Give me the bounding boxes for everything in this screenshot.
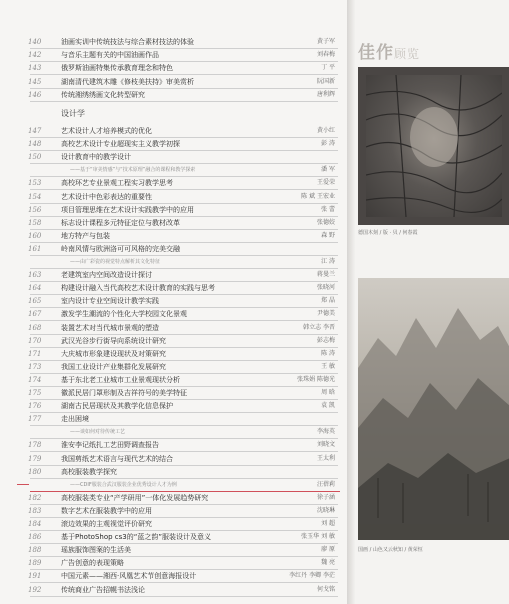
toc-page-number: 164 (28, 284, 42, 293)
toc-entry (0, 177, 347, 189)
toc-entry (0, 453, 347, 465)
toc-entry-author: 徐子涵 (316, 493, 335, 501)
toc-entry (0, 308, 347, 320)
toc-entry-title: 老建筑室内空间改造设计探讨 (61, 271, 152, 280)
toc-entry-title: 淮安李记纸扎工艺田野调查报告 (61, 441, 159, 450)
toc-entry (0, 36, 347, 48)
toc-page-number: 174 (28, 375, 42, 384)
toc-entry-title: 徽派民居门罩形制及吉祥符号的美学特征 (61, 389, 187, 397)
toc-page-number: 143 (28, 64, 42, 73)
artwork-landscape-painting (358, 278, 509, 540)
toc-entry-author: 王爱荣 (316, 179, 335, 187)
toc-entry-author: 刘春梅 (316, 51, 335, 59)
toc-entry-title: 与音乐主题有关的中国油画作品 (61, 51, 159, 60)
toc-entry (0, 387, 347, 399)
toc-entry-author: 李红丹 李卿 李茫 (289, 572, 335, 580)
toc-entry-title: 室内设计专业空间设计教学实践 (61, 297, 159, 306)
toc-page-number: 168 (28, 323, 42, 332)
toc-entry-author: 汪蓓莉 (316, 480, 335, 488)
toc-entry-title: 构建设计融入当代高校艺术设计教育的实践与思考 (61, 284, 215, 293)
toc-entry (0, 466, 347, 478)
toc-entry-author: 刘 超 (321, 520, 335, 527)
toc-entry (0, 282, 347, 294)
toc-entry-title: 激发学生潮流的个性化大学校园文化景观 (61, 310, 187, 319)
toc-entry (0, 89, 347, 101)
toc-entry-author: 丁 平 (321, 64, 335, 72)
toc-divider (30, 596, 338, 597)
toc-entry (0, 125, 347, 137)
toc-entry-author: 沈晓琳 (316, 506, 335, 514)
toc-entry-author: 郑 晶 (321, 297, 335, 305)
toc-page-number: 177 (28, 415, 42, 424)
toc-entry-title: 高校服装类专业“产学研用”一体化发展趋势研究 (61, 493, 209, 502)
toc-entry-title: ——由广彩瓷的视觉特点解析其文化特征 (70, 259, 161, 265)
toc-entry-author: 黄子军 (316, 38, 335, 45)
toc-entry-author: 蒋曼兰 (316, 271, 335, 279)
section-heading-design: 设计学 (61, 109, 85, 118)
book-spine (347, 0, 355, 604)
toc-page-number: 184 (28, 520, 42, 528)
toc-page-number: 170 (28, 336, 42, 345)
toc-page-number: 176 (28, 402, 42, 411)
toc-entry-author: 唐利辉 (316, 90, 335, 98)
toc-entry-author: 彭志梅 (316, 336, 335, 344)
toc-entry-author: 韩立志 李晋 (303, 323, 335, 331)
toc-entry-author: 张珠娟 陈德光 (297, 375, 335, 383)
toc-entry-title: 高校艺术设计专业超现实主义教学初探 (61, 140, 180, 149)
toc-entry (0, 544, 347, 556)
toc-page-number: 160 (28, 231, 42, 240)
toc-entry-title: 滚边效果的主观视觉评价研究 (61, 520, 152, 528)
toc-entry (0, 230, 347, 242)
red-pen-mark (17, 484, 29, 485)
toc-entry (0, 557, 347, 569)
toc-page-number: 188 (28, 546, 42, 555)
toc-entry-author: 王太利 (316, 454, 335, 462)
toc-page-number: 148 (28, 140, 42, 149)
toc-entry-author: 周 晗 (321, 389, 335, 396)
toc-page-number: 154 (28, 192, 42, 201)
toc-entry-title: 走出困境 (61, 415, 89, 424)
red-underline (30, 491, 340, 492)
toc-page-number: 140 (28, 38, 42, 46)
toc-entry-title: ——CDIF服装合武汉服装企业优秀设计人才为例 (70, 481, 177, 488)
toc-entry (0, 479, 347, 491)
toc-entry (0, 531, 347, 543)
toc-entry (0, 361, 347, 373)
toc-entry-title: 项目管理思维在艺术设计实践教学中的应用 (61, 205, 194, 214)
toc-page-number: 158 (28, 218, 42, 227)
toc-entry (0, 439, 347, 451)
woodcut-texture-icon (366, 75, 502, 217)
toc-page-number: 167 (28, 310, 42, 319)
toc-entry (0, 191, 347, 203)
toc-entry (0, 243, 347, 255)
toc-entry-title: 武汉光谷步行街导向系统设计研究 (61, 336, 166, 345)
toc-entry-title: 瑶族服饰图案的生活美 (61, 546, 131, 555)
toc-entry-author: 森 野 (321, 231, 335, 239)
toc-page-number: 191 (28, 572, 42, 581)
toc-entry-title: 湖南清代建筑木雕《修枝美扶持》审美赏析 (61, 77, 194, 86)
toc-entry (0, 413, 347, 425)
toc-page-number: 163 (28, 271, 42, 280)
gallery-title-light: 顾览 (394, 47, 421, 61)
toc-entry (0, 151, 347, 163)
toc-entry (0, 400, 347, 412)
toc-entry-author: 黄小红 (316, 127, 335, 134)
toc-entry-author: 张德姣 (316, 218, 335, 226)
toc-entry-title: 基于东北老工业城市工业景观现状分析 (61, 375, 180, 384)
toc-page-number: 189 (28, 559, 42, 568)
gallery-title (358, 38, 420, 63)
toc-entry-title: 数字艺术在服装教学中的应用 (61, 506, 152, 515)
toc-entry-author: 李海英 (316, 428, 335, 436)
toc-entry-title: 基于PhotoShop cs3的“蓝之韵”服装设计及意义 (61, 533, 212, 542)
toc-page-number: 146 (28, 90, 42, 99)
toc-entry (0, 204, 347, 216)
toc-page-number: 175 (28, 389, 42, 397)
toc-page-number: 173 (28, 362, 42, 371)
toc-entry-title: ——基于“审美情感”与“技术原理”融合的课程和教学探索 (70, 167, 196, 174)
toc-entry (0, 138, 347, 150)
toc-entry-title: 地方特产与包装 (61, 231, 110, 240)
toc-entry-title: ——谈如何对待传统工艺 (70, 429, 126, 436)
toc-entry-author: 刘晓文 (316, 441, 335, 449)
toc-entry-author: 陈 涛 (321, 349, 335, 357)
toc-entry-author: 王 敏 (321, 362, 335, 370)
toc-page-number: 142 (28, 51, 42, 60)
toc-entry-title: 大庆城市形象建设现状及对策研究 (61, 349, 166, 358)
toc-entry (0, 335, 347, 347)
toc-entry-title: 岭南风情与欧洲洛可可风格的完美交融 (61, 244, 180, 253)
toc-entry-title: 艺术设计中色彩表达的重要性 (61, 192, 152, 201)
toc-entry-title: 广告创意的表现策略 (61, 559, 124, 568)
toc-page-number: 165 (28, 297, 42, 306)
toc-entry (0, 269, 347, 281)
toc-page-number: 161 (28, 244, 42, 253)
toc-entry-author: 陈 斌 王宏业 (301, 192, 335, 200)
toc-entry-title: 高校环艺专业景观工程实习教学思考 (61, 179, 173, 188)
toc-entry-title: 艺术设计人才培养模式的优化 (61, 127, 152, 135)
toc-entry-title: 传统湘绣绣画文化转型研究 (61, 90, 145, 99)
toc-entry-author: 彭 涛 (321, 140, 335, 148)
toc-page-number: 192 (28, 585, 42, 594)
toc-entry (0, 256, 347, 268)
toc-entry-author: 何戈铭 (316, 585, 335, 593)
toc-entry-author: 张晓河 (316, 284, 335, 292)
toc-page-number: 153 (28, 179, 42, 188)
gallery-title-bold: 佳作 (358, 43, 394, 63)
toc-entry-author: 江 涛 (321, 258, 335, 265)
toc-entry (0, 76, 347, 88)
toc-entry-title: 俄罗斯油画特集传承教育理念和特色 (61, 64, 173, 73)
toc-page-number: 150 (28, 153, 42, 162)
toc-entry-author: 尹德美 (316, 310, 335, 318)
toc-entry-title: 湖南古民居现状及其教学化信息保护 (61, 402, 173, 411)
caption-artwork-2: 国画 / 山色又云秋知 / 黄荣恒 (358, 547, 423, 553)
artwork-woodcut (358, 67, 509, 225)
toc-entry-author: 张玉华 刘 敏 (301, 533, 335, 541)
toc-entry-title: 装置艺术对当代城市景观的塑造 (61, 323, 159, 332)
toc-entry-title: 传统商业广告招幌书法浅论 (61, 585, 145, 594)
toc-entry (0, 295, 347, 307)
toc-entry-title: 我国剪纸艺术语言与现代艺术的结合 (61, 454, 173, 463)
toc-entry (0, 62, 347, 74)
toc-entry (0, 217, 347, 229)
toc-entry (0, 374, 347, 386)
toc-page-number: 182 (28, 493, 42, 502)
artwork-woodcut-inner (366, 75, 502, 217)
toc-page-number: 186 (28, 533, 42, 542)
toc-page-number: 178 (28, 441, 42, 450)
toc-entry (0, 164, 347, 176)
toc-page-number: 156 (28, 205, 42, 214)
toc-page-number: 145 (28, 77, 42, 86)
toc-entry (0, 426, 347, 438)
toc-entry-author: 阮国新 (316, 77, 335, 85)
toc-entry-title: 高校服装教学探究 (61, 467, 117, 476)
toc-entry-author: 张 蕾 (321, 205, 335, 213)
toc-page-number: 179 (28, 454, 42, 463)
toc-entry (0, 518, 347, 530)
toc-entry (0, 322, 347, 334)
toc-entry (0, 492, 347, 504)
toc-page-number: 183 (28, 506, 42, 515)
toc-entry (0, 49, 347, 61)
toc-entry (0, 570, 347, 582)
toc-entry-author: 潘 军 (321, 166, 335, 174)
toc-entry-author: 廖 原 (321, 546, 335, 554)
toc-entry-title: 设计教育中的教学设计 (61, 153, 131, 162)
toc-divider (30, 101, 338, 102)
toc-page-number: 180 (28, 467, 42, 476)
toc-entry-title: 油画实训中传统技法与综合素材技法的体验 (61, 38, 194, 46)
toc-entry-title: 我国工业设计产业集群化发展研究 (61, 362, 166, 371)
toc-entry (0, 505, 347, 517)
toc-entry-author: 魏 亮 (321, 559, 335, 567)
caption-artwork-1: 德国木刻 / 版 · 贝 / 何春霞 (358, 230, 418, 236)
toc-page-number: 147 (28, 127, 42, 135)
toc-page-number: 171 (28, 349, 42, 358)
toc-entry-title: 标志设计课程多元特征定位与教材改革 (61, 218, 180, 227)
toc-entry-title: 中国元素——湘西·风凰艺术节创意海报设计 (61, 572, 197, 581)
toc-entry-author: 袁 凯 (321, 402, 335, 410)
toc-entry (0, 348, 347, 360)
toc-entry (0, 584, 347, 596)
landscape-mountains-icon (358, 278, 509, 540)
